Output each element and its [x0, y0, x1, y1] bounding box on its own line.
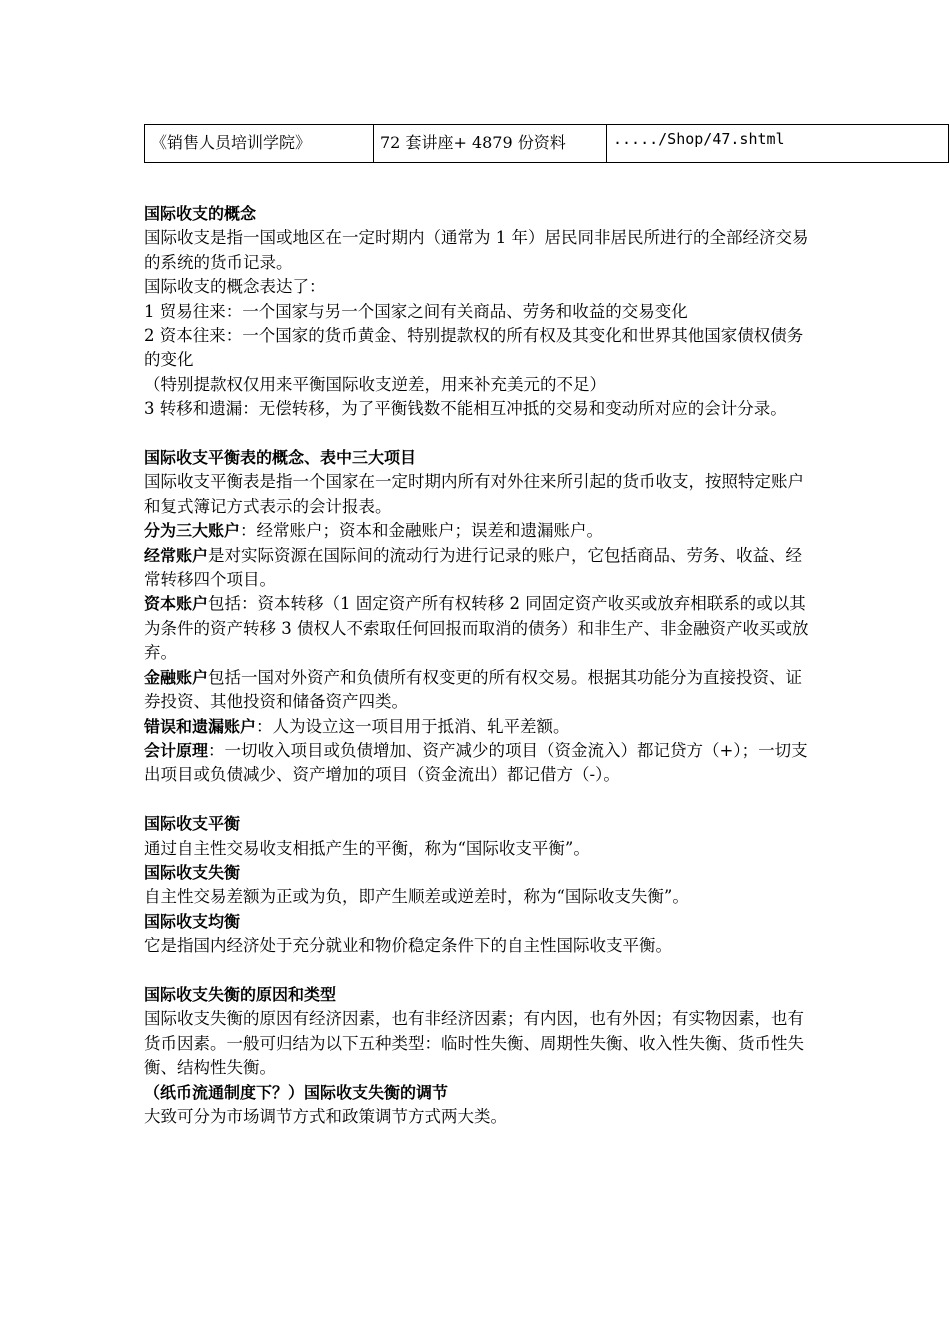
term-label: 经常账户 [144, 545, 209, 565]
term-label: 错误和遗漏账户 [144, 716, 257, 736]
table-row [145, 125, 949, 163]
document-body [144, 202, 812, 1129]
paragraph: 国际收支是指一国或地区在一定时期内（通常为 1 年）居民同非居民所进行的全部经济交易的系统的货币记录。 [144, 228, 809, 272]
paragraph [144, 739, 812, 788]
paragraph: 国际收支的概念表达了： [144, 277, 326, 297]
term-text: ：经常账户；资本和金融账户；误差和遗漏账户。 [240, 521, 604, 541]
term-label: 分为三大账户 [144, 521, 241, 541]
heading-concept: 国际收支的概念 [144, 204, 257, 223]
paragraph: 国际收支平衡表是指一个国家在一定时期内所有对外往来所引起的货币收支，按照特定账户和复式簿记方式表示的会计报表。 [144, 472, 804, 516]
table-cell-course: 《销售人员培训学院》 [145, 125, 374, 163]
heading-adjustment: （纸币流通制度下？）国际收支失衡的调节 [144, 1082, 449, 1102]
paragraph: 2 资本往来：一个国家的货币黄金、特别提款权的所有权及其变化和世界其他国家债权债务的变化 [144, 326, 804, 370]
paragraph: 国际收支失衡的原因有经济因素，也有非经济因素；有内因，也有外因；有实物因素，也有货币因素。一般可归结为以下五种类型：临时性失衡、周期性失衡、收入性失衡、货币性失衡、结构性失衡。 [144, 1009, 804, 1078]
resource-table [144, 124, 949, 163]
table-cell-link[interactable]: ...../Shop/47.shtml [607, 125, 949, 163]
heading-balance: 国际收支平衡 [144, 814, 241, 834]
paragraph [144, 666, 812, 715]
paragraph [144, 544, 812, 593]
paragraph [144, 519, 812, 543]
paragraph: （特别提款权仅用来平衡国际收支逆差，用来补充美元的不足） [144, 374, 606, 394]
paragraph [144, 715, 812, 739]
paragraph: 通过自主性交易收支相抵产生的平衡，称为“国际收支平衡”。 [144, 838, 590, 858]
paragraph: 它是指国内经济处于充分就业和物价稳定条件下的自主性国际收支平衡。 [144, 936, 672, 956]
table-cell-materials: 72 套讲座+ 4879 份资料 [374, 125, 607, 163]
term-text: ：一切收入项目或负债增加、资产减少的项目（资金流入）都记贷方（+）；一切支出项目或负债减少、资产增加的项目（资金流出）都记借方（-）。 [144, 740, 808, 785]
term-text: ：人为设立这一项目用于抵消、轧平差额。 [256, 716, 570, 736]
paragraph: 大致可分为市场调节方式和政策调节方式两大类。 [144, 1106, 507, 1126]
paragraph: 1 贸易往来：一个国家与另一个国家之间有关商品、劳务和收益的交易变化 [144, 301, 688, 321]
paragraph: 3 转移和遗漏：无偿转移，为了平衡钱数不能相互冲抵的交易和变动所对应的会计分录。 [144, 399, 787, 419]
heading-causes: 国际收支失衡的原因和类型 [144, 984, 337, 1004]
heading-equilibrium: 国际收支均衡 [144, 911, 241, 931]
term-label: 金融账户 [144, 667, 209, 687]
heading-imbalance: 国际收支失衡 [144, 862, 241, 882]
term-text: 是对实际资源在国际间的流动行为进行记录的账户，它包括商品、劳务、收益、经常转移四个项目。 [144, 545, 803, 590]
paragraph [144, 592, 812, 665]
term-text: 包括一国对外资产和负债所有权变更的所有权交易。根据其功能分为直接投资、证券投资、其他投资和储备资产四类。 [144, 667, 803, 712]
heading-balance-sheet: 国际收支平衡表的概念、表中三大项目 [144, 448, 417, 468]
term-label: 资本账户 [144, 594, 209, 614]
term-label: 会计原理 [144, 740, 209, 760]
paragraph: 自主性交易差额为正或为负，即产生顺差或逆差时，称为“国际收支失衡”。 [144, 887, 689, 907]
term-text: 包括：资本转移（1 固定资产所有权转移 2 同固定资产收买或放弃相联系的或以其为条件的资产转移 3 债权人不索取任何回报而取消的债务）和非生产、非金融资产收买或放弃。 [144, 594, 809, 663]
